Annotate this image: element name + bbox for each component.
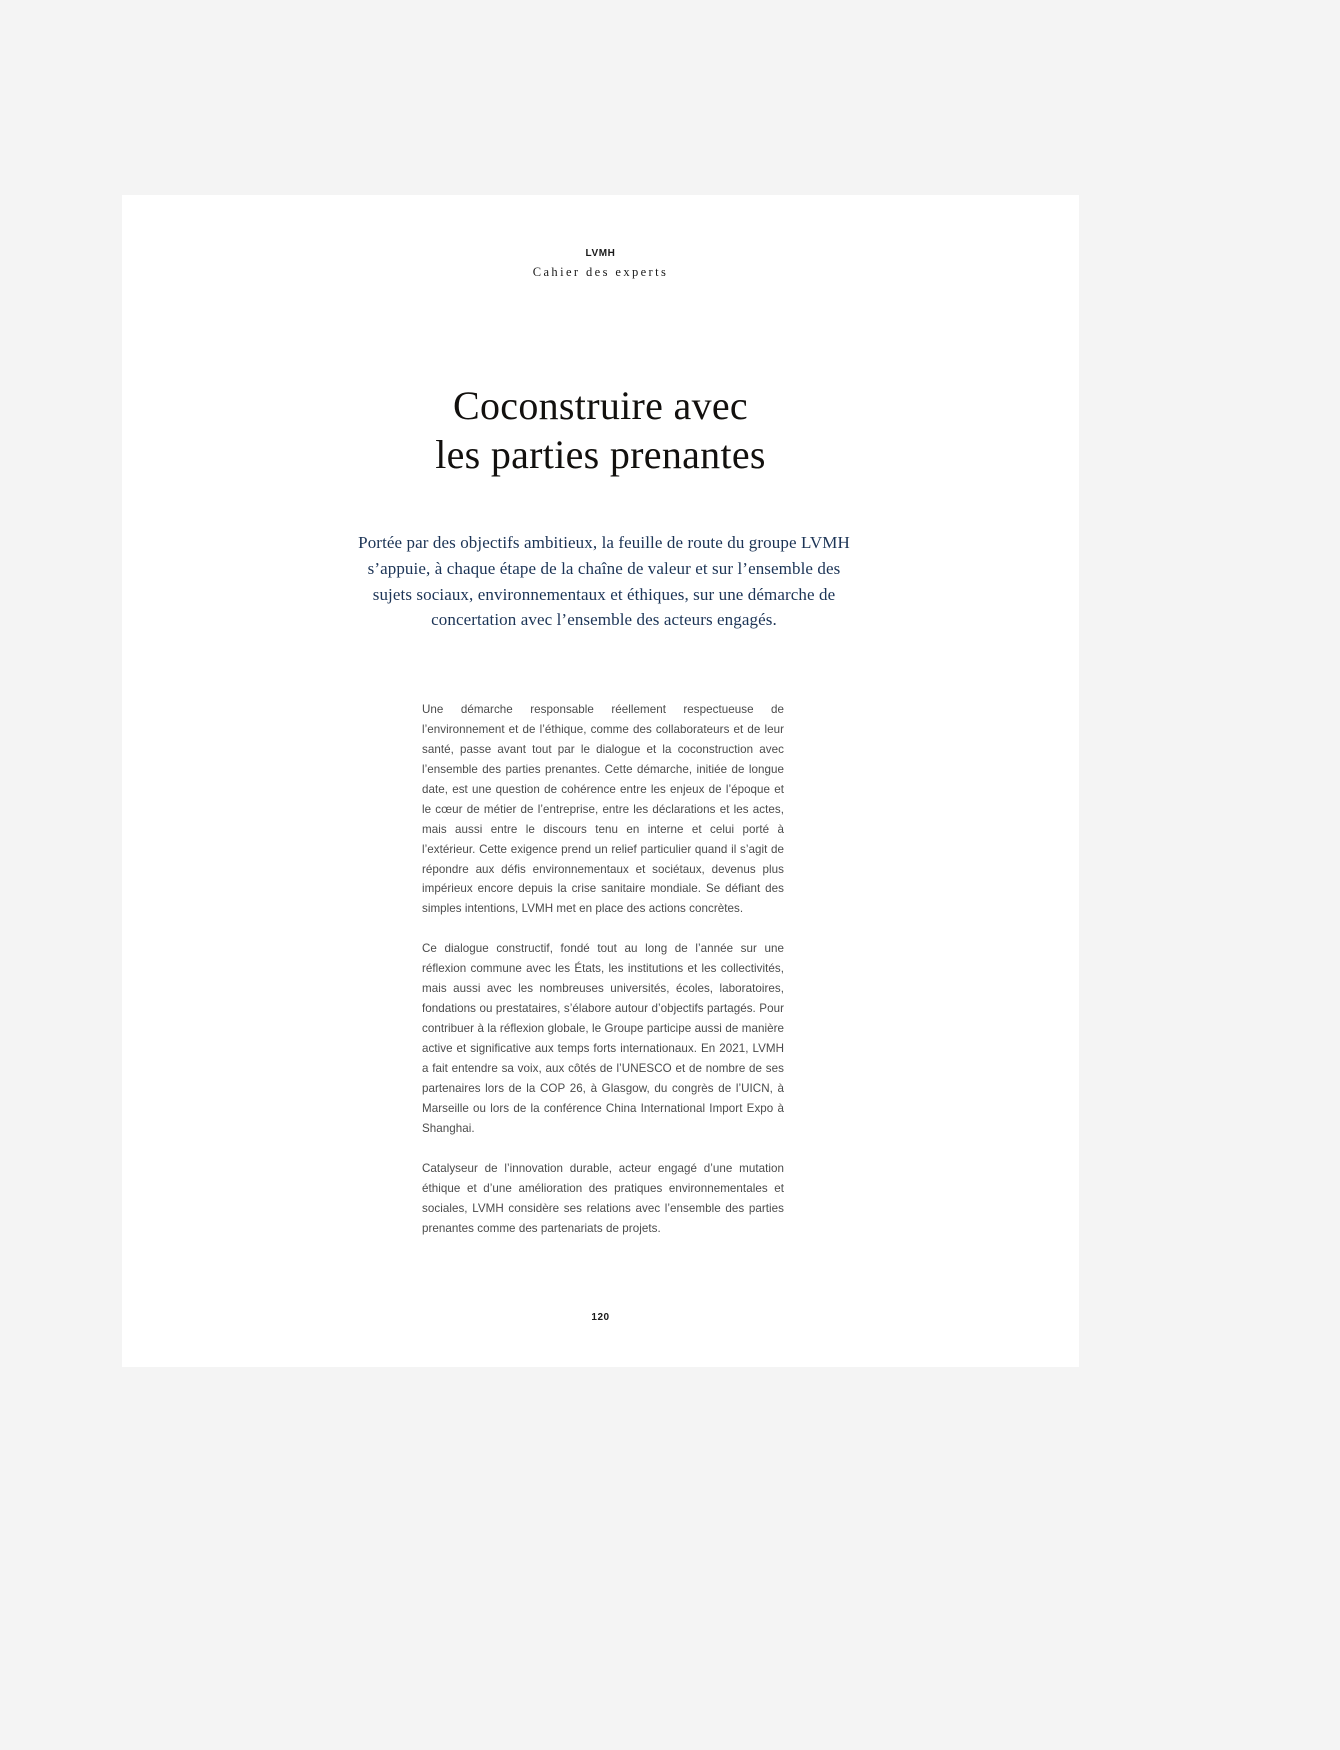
body-column [422, 700, 784, 1238]
page-sheet [122, 195, 1079, 1367]
body-paragraph: Une démarche responsable réellement respectueuse de l’environnement et de l’éthique, comme des collaborateurs et de leur santé, passe avant tout par le dialogue et la coconstruction avec l’ensemble des parties prenantes. Cette démarche, initiée de longue date, est une question de cohérence entre les enjeux de l’époque et le cœur de métier de l’entreprise, entre les déclarations et les actes, mais aussi entre le discours tenu en interne et celui porté à l’extérieur. Cette exigence prend un relief particulier quand il s’agit de répondre aux défis environnementaux et sociétaux, devenus plus impérieux encore depuis la crise sanitaire mondiale. Se défiant des simples intentions, LVMH met en place des actions concrètes. [422, 703, 784, 916]
page-title [122, 382, 1079, 480]
running-head-subtitle: Cahier des experts [532, 265, 669, 279]
page-title-line-2: les parties prenantes [435, 431, 766, 477]
running-head-brand: LVMH [585, 248, 616, 259]
running-head [122, 247, 1079, 280]
page-title-line-1: Coconstruire avec [453, 382, 748, 428]
standfirst-text: Portée par des objectifs ambitieux, la feuille de route du groupe LVMH s’appuie, à chaque étape de la chaîne de valeur et sur l’ensemble des sujets sociaux, environnementaux et éthiques, sur une démarche de concertation avec l’ensemble des acteurs engagés. [358, 533, 850, 630]
body-paragraph: Ce dialogue constructif, fondé tout au long de l’année sur une réflexion commune avec les États, les institutions et les collectivités, mais aussi avec les nombreuses universités, écoles, laboratoires, fondations ou prestataires, s’élabore autour d’objectifs partagés. Pour contribuer à la réflexion globale, le Groupe participe aussi de manière active et significative aux temps forts internationaux. En 2021, LVMH a fait entendre sa voix, aux côtés de l’UNESCO et de nombre de ses partenaires lors de la COP 26, à Glasgow, du congrès de l’UICN, à Marseille ou lors de la conférence China International Import Expo à Shanghai. [422, 942, 784, 1135]
body-paragraph: Catalyseur de l’innovation durable, acteur engagé d’une mutation éthique et d’une amélioration des pratiques environnementales et sociales, LVMH considère ses relations avec l’ensemble des parties prenantes comme des partenariats de projets. [422, 1161, 784, 1235]
page-number: 120 [591, 1312, 610, 1323]
